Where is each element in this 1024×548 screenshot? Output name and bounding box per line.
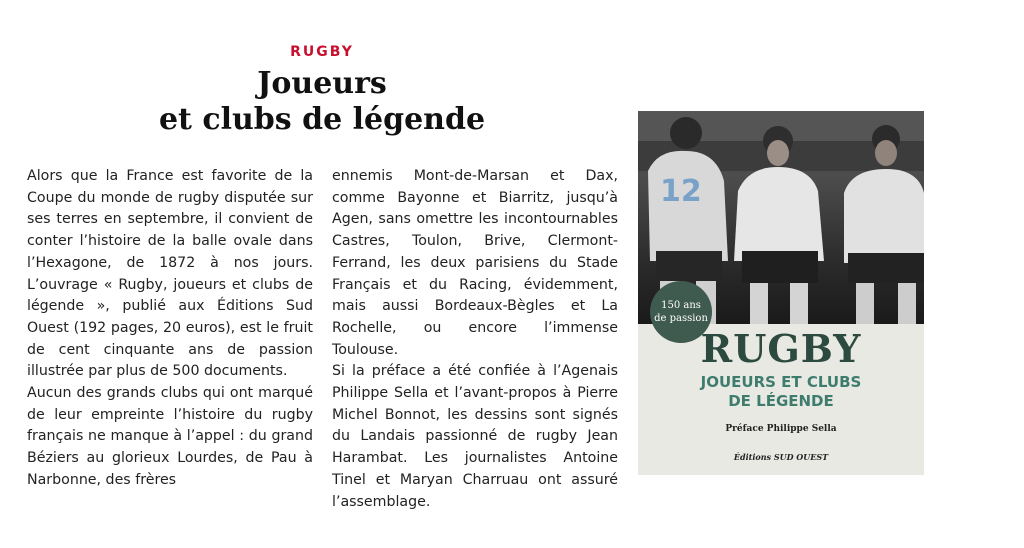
badge-line-2: de passion — [654, 313, 708, 324]
jersey-number: 12 — [660, 174, 702, 209]
paragraph: Si la préface a été confiée à l’Agenais Philippe Sella et l’avant-propos à Pierre Michel Bonnot, les dessins sont signés du Landais passionné de rugby Jean Harambat. Les journalistes Antoine Tinel et Maryan Charruau ont assuré l’assemblage. — [332, 363, 618, 510]
cover-subtitle-line-1: JOUEURS ET CLUBS — [700, 373, 862, 391]
cover-subtitle-line-2: DE LÉGENDE — [728, 392, 834, 410]
paragraph: Alors que la France est favorite de la Coupe du monde de rugby disputée sur ses terres en septembre, il convient de conter l’histoire de la balle ovale dans l’Hexagone, de 1872 à nos jours. L’ouvrage « Rugby, joueurs et clubs de légende », publié aux Éditions Sud Ouest (192 pages, 20 euros), est le fruit de cent cinquante ans de passion illustrée par plus de 500 documents. — [27, 168, 313, 380]
article-column-2 — [332, 166, 618, 513]
paragraph: Aucun des grands clubs qui ont marqué de leur empreinte l’histoire du rugby français ne manque à l’appel : du grand Béziers au glorieux Lourdes, de Pau à Narbonne, des frères — [27, 385, 313, 488]
badge-line-1: 150 ans — [661, 300, 701, 311]
publisher-logo: Éditions SUD OUEST — [733, 452, 829, 462]
article-title — [0, 66, 644, 138]
cover-subtitle — [638, 373, 924, 411]
title-line-1: Joueurs — [257, 66, 387, 101]
article-column-1 — [27, 166, 313, 492]
title-line-2: et clubs de légende — [158, 102, 486, 137]
book-cover — [638, 111, 924, 475]
cover-preface: Préface Philippe Sella — [725, 424, 837, 434]
cover-title: RUGBY — [700, 326, 862, 371]
section-kicker: RUGBY — [290, 44, 354, 60]
paragraph: ennemis Mont-de-Marsan et Dax, comme Bayonne et Biarritz, jusqu’à Agen, sans omettre les incontournables Castres, Toulon, Brive, Clermont-Ferrand, les deux parisiens du Stade Français et du Racing, évidemment, mais aussi Bordeaux-Bègles et La Rochelle, ou encore l’immense Toulouse. — [332, 168, 618, 358]
